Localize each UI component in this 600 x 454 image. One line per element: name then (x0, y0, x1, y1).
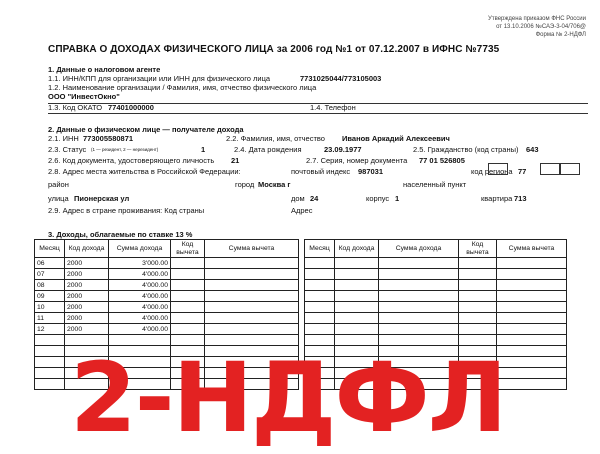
street-label: улица (48, 194, 69, 203)
table-row (35, 302, 299, 313)
deduction-code-cell (171, 302, 205, 313)
section3-heading: 3. Доходы, облагаемые по ставке 13 % (48, 230, 193, 239)
citizenship-label: 2.5. Гражданство (код страны) (413, 145, 519, 154)
deduction-code-cell (171, 291, 205, 302)
postcode-value: 987031 (358, 167, 384, 176)
income-code-cell (335, 291, 379, 302)
month-cell: 10 (35, 302, 65, 313)
income-amount-cell: 4'000.00 (109, 269, 171, 280)
month-cell (35, 379, 65, 390)
agent-org-label: 1.2. Наименование организации / Фамилия, имя, отчество физического лица (48, 83, 317, 92)
income-code-cell (335, 269, 379, 280)
month-cell (35, 335, 65, 346)
settlement-label: населенный пункт (403, 180, 467, 189)
deduction-code-cell (459, 280, 497, 291)
deduction-amount-cell (205, 280, 299, 291)
deduction-amount-cell (497, 335, 567, 346)
building-label: корпус (366, 194, 390, 203)
deduction-amount-cell (205, 269, 299, 280)
doc-series-label: 2.7. Серия, номер документа (306, 156, 408, 165)
code-box (488, 163, 508, 175)
month-cell (35, 368, 65, 379)
table-row (35, 313, 299, 324)
income-code-cell (335, 280, 379, 291)
deduction-amount-cell (205, 324, 299, 335)
district-label: район (48, 180, 69, 189)
deduction-amount-cell (205, 291, 299, 302)
income-code-cell (335, 302, 379, 313)
deduction-amount-cell (497, 324, 567, 335)
code-box (560, 163, 580, 175)
deduction-amount-cell (497, 302, 567, 313)
income-amount-cell (379, 291, 459, 302)
table-row (305, 291, 567, 302)
deduction-amount-cell (205, 258, 299, 269)
foreign-country-label: 2.9. Адрес в стране проживания: Код страны (48, 206, 205, 215)
agent-inn-value: 7731025044/773105003 (300, 74, 382, 83)
table-row (305, 258, 567, 269)
region-label: код региона (471, 167, 513, 176)
city-value: Москва г (258, 180, 291, 189)
deduction-code-cell (171, 269, 205, 280)
month-cell (35, 346, 65, 357)
deduction-code-cell (171, 324, 205, 335)
month-cell (305, 269, 335, 280)
income-amount-cell: 4'000.00 (109, 324, 171, 335)
person-inn-value: 773005580871 (83, 134, 134, 143)
building-value: 1 (395, 194, 400, 203)
column-header-month: Месяц (305, 240, 335, 258)
month-cell (305, 291, 335, 302)
month-cell (305, 313, 335, 324)
deduction-code-cell (459, 313, 497, 324)
dob-label: 2.4. Дата рождения (234, 145, 302, 154)
deduction-code-cell (171, 313, 205, 324)
income-code-cell: 2000 (65, 313, 109, 324)
income-amount-cell: 4'000.00 (109, 291, 171, 302)
deduction-code-cell (459, 324, 497, 335)
income-amount-cell: 4'000.00 (109, 280, 171, 291)
divider (48, 113, 588, 114)
deduction-amount-cell (497, 280, 567, 291)
flat-value: 713 (514, 194, 527, 203)
table-row (35, 291, 299, 302)
doc-code-value: 21 (231, 156, 240, 165)
form-number: Форма № 2-НДФЛ (535, 32, 586, 38)
deduction-amount-cell (497, 258, 567, 269)
income-amount-cell (379, 313, 459, 324)
deduction-amount-cell (497, 379, 567, 390)
column-header-income-amount: Сумма дохода (109, 240, 171, 258)
foreign-address-label: Адрес (291, 206, 313, 215)
agent-inn-label: 1.1. ИНН/КПП для организации или ИНН для физического лица (48, 74, 271, 83)
column-header-month: Месяц (35, 240, 65, 258)
status-label: 2.3. Статус (48, 145, 87, 154)
fio-label: 2.2. Фамилия, имя, отчество (226, 134, 325, 143)
deduction-code-cell (459, 302, 497, 313)
house-label: дом (291, 194, 305, 203)
month-cell: 07 (35, 269, 65, 280)
house-value: 24 (310, 194, 319, 203)
income-amount-cell: 3'000.00 (109, 258, 171, 269)
table-row (305, 324, 567, 335)
form-name-overlay: 2-НДФЛ (70, 342, 506, 454)
deduction-code-cell (171, 280, 205, 291)
table-row (35, 280, 299, 291)
income-code-cell: 2000 (65, 291, 109, 302)
month-cell (305, 302, 335, 313)
section2-heading: 2. Данные о физическом лице — получателе дохода (48, 125, 244, 134)
form-approval-line2: от 13.10.2006 №САЭ-3-04/706@ (496, 24, 586, 30)
postcode-label: почтовый индекс (291, 167, 351, 176)
income-amount-cell (379, 269, 459, 280)
doc-series-value: 77 01 526805 (419, 156, 465, 165)
income-code-cell: 2000 (65, 269, 109, 280)
deduction-code-cell (459, 291, 497, 302)
column-header-deduction-code: Код вычета (459, 240, 497, 258)
column-header-deduction-amount: Сумма вычета (497, 240, 567, 258)
citizenship-value: 643 (526, 145, 539, 154)
flat-label: квартира (481, 194, 513, 203)
month-cell (305, 280, 335, 291)
deduction-amount-cell (497, 313, 567, 324)
income-amount-cell: 4'000.00 (109, 313, 171, 324)
table-row (305, 313, 567, 324)
agent-org-value: ООО "ИнвестОкно" (48, 92, 120, 101)
income-amount-cell (379, 280, 459, 291)
person-inn-label: 2.1. ИНН (48, 134, 79, 143)
dob-value: 23.09.1977 (324, 145, 362, 154)
phone-label: 1.4. Телефон (310, 103, 356, 112)
fio-value: Иванов Аркадий Алексеевич (342, 134, 450, 143)
month-cell: 09 (35, 291, 65, 302)
income-code-cell: 2000 (65, 302, 109, 313)
month-cell: 11 (35, 313, 65, 324)
income-amount-cell (379, 302, 459, 313)
month-cell (305, 258, 335, 269)
deduction-code-cell (459, 269, 497, 280)
region-value: 77 (518, 167, 527, 176)
table-row (35, 258, 299, 269)
deduction-amount-cell (497, 357, 567, 368)
table-row (35, 324, 299, 335)
form-approval-line1: Утверждена приказом ФНС России (488, 16, 586, 22)
income-code-cell (335, 324, 379, 335)
table-row (305, 302, 567, 313)
deduction-amount-cell (497, 269, 567, 280)
deduction-amount-cell (205, 313, 299, 324)
status-value: 1 (201, 145, 206, 154)
income-code-cell (335, 258, 379, 269)
month-cell: 08 (35, 280, 65, 291)
city-label: город (235, 180, 255, 189)
okato-value: 77401000000 (108, 103, 154, 112)
income-amount-cell (379, 258, 459, 269)
income-code-cell (335, 313, 379, 324)
table-row (35, 269, 299, 280)
code-box (540, 163, 560, 175)
table-row (305, 269, 567, 280)
deduction-amount-cell (497, 368, 567, 379)
column-header-income-code: Код дохода (335, 240, 379, 258)
okato-label: 1.3. Код ОКАТО (48, 103, 103, 112)
deduction-code-cell (459, 258, 497, 269)
street-value: Пионерская ул (74, 194, 130, 203)
income-code-cell: 2000 (65, 258, 109, 269)
income-amount-cell: 4'000.00 (109, 302, 171, 313)
address-label: 2.8. Адрес места жительства в Российской Федерации: (48, 167, 241, 176)
column-header-income-amount: Сумма дохода (379, 240, 459, 258)
month-cell (35, 357, 65, 368)
income-code-cell: 2000 (65, 324, 109, 335)
doc-code-label: 2.6. Код документа, удостоверяющего личность (48, 156, 215, 165)
column-header-deduction-code: Код вычета (171, 240, 205, 258)
month-cell: 12 (35, 324, 65, 335)
income-code-cell: 2000 (65, 280, 109, 291)
month-cell (305, 324, 335, 335)
status-hint: (1 — резидент, 2 — нерезидент) (91, 146, 159, 152)
deduction-code-cell (171, 258, 205, 269)
document-title: СПРАВКА О ДОХОДАХ ФИЗИЧЕСКОГО ЛИЦА за 2006 год №1 от 07.12.2007 в ИФНС №7735 (48, 44, 500, 55)
deduction-amount-cell (497, 346, 567, 357)
deduction-amount-cell (205, 302, 299, 313)
column-header-income-code: Код дохода (65, 240, 109, 258)
deduction-amount-cell (497, 291, 567, 302)
month-cell: 06 (35, 258, 65, 269)
income-amount-cell (379, 324, 459, 335)
table-row (305, 280, 567, 291)
section1-heading: 1. Данные о налоговом агенте (48, 65, 161, 74)
column-header-deduction-amount: Сумма вычета (205, 240, 299, 258)
